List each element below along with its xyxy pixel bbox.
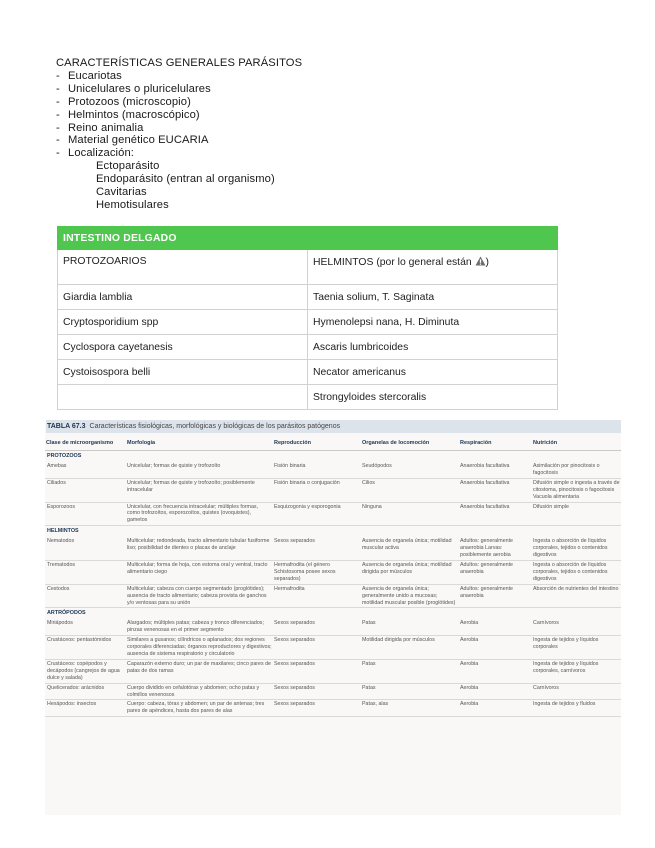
table-cell: Nematodos bbox=[45, 537, 126, 560]
sub-list-item: Cavitarias bbox=[96, 186, 147, 199]
table-cell: Quelicerados: arácnidos bbox=[45, 683, 126, 700]
table-cell: Hexápodos: insectos bbox=[45, 700, 126, 717]
sub-list-item: Hemotisulares bbox=[96, 198, 169, 211]
table-cell: Hermafrodita (el género Schistosoma posee sexos separados) bbox=[273, 560, 361, 584]
table-row bbox=[45, 462, 621, 478]
table-row bbox=[45, 537, 621, 560]
table-cell: Adultos: generalmente anaerobia bbox=[459, 584, 532, 608]
table-cell: Adultos: generalmente anaerobia Larvas: posiblemente aerobia bbox=[459, 537, 532, 560]
table-cell: Cestodos bbox=[45, 584, 126, 608]
notes-section bbox=[56, 57, 302, 212]
table-cell: Taenia solium, T. Saginata bbox=[308, 285, 558, 310]
table-cell: Hymenolepsi nana, H. Diminuta bbox=[308, 310, 558, 335]
table-cell: Ascaris lumbricoides bbox=[308, 335, 558, 360]
group-label: HELMINTOS bbox=[47, 528, 79, 535]
table-cell: Ninguna bbox=[361, 502, 459, 526]
table-cell: Aerobia bbox=[459, 619, 532, 635]
table-cell: Difusión simple o ingesta a través de citostoma, pinocitosis o fagocitosis Vacuola alimentaria bbox=[532, 478, 621, 502]
table-cell: Sexos separados bbox=[273, 619, 361, 635]
table-cell: Aerobia bbox=[459, 683, 532, 700]
textbook-header-row bbox=[45, 436, 621, 451]
table-cell: Hermafrodita bbox=[273, 584, 361, 608]
table-cell: Multicelular; forma de hoja, con estoma oral y ventral, tracto alimentario ciego bbox=[126, 560, 273, 584]
table-cell: Fisión binaria bbox=[273, 462, 361, 478]
table-row bbox=[45, 584, 621, 608]
table-cell: Aerobia bbox=[459, 659, 532, 683]
table-cell: Anaerobia facultativa bbox=[459, 462, 532, 478]
table-cell: Sexos separados bbox=[273, 683, 361, 700]
table-cell: Alargados; múltiples patas; cabeza y tronco diferenciados; pinzas venenosas en el primer segmento bbox=[126, 619, 273, 635]
table-column-header-row bbox=[58, 250, 558, 285]
table-cell: Ingesta de tejidos y líquidos corporales, carnívoros bbox=[532, 659, 621, 683]
table-row bbox=[58, 335, 558, 360]
table-cell: Unicelular, con frecuencia intracelular; múltiples formas, como trofozoítos, esporozoítos, quistes (ovoquistes), gametos bbox=[126, 502, 273, 526]
list-item: - Material genético EUCARIA bbox=[56, 134, 209, 147]
intestine-table bbox=[57, 226, 558, 410]
table-cell: Cystoisospora belli bbox=[58, 360, 308, 385]
table-cell: Multicelular; redondeada, tracto alimentario tubular fusiforme liso; posibilidad de dientes o placas de anclaje bbox=[126, 537, 273, 560]
table-cell: Giardia lamblia bbox=[58, 285, 308, 310]
table-cell bbox=[58, 385, 308, 410]
list-item: - Localización: bbox=[56, 147, 134, 160]
column-header: Respiración bbox=[459, 436, 532, 451]
table-cell: Caparazón externo duro; un par de maxilares; cinco pares de patas de dos ramas bbox=[126, 659, 273, 683]
group-header-row bbox=[45, 451, 621, 463]
table-cell: Ausencia de organela única; motilidad dirigida por músculos bbox=[361, 560, 459, 584]
table-cell: Cryptosporidium spp bbox=[58, 310, 308, 335]
table-cell: Strongyloides stercoralis bbox=[308, 385, 558, 410]
table-row bbox=[58, 310, 558, 335]
group-header-row bbox=[45, 608, 621, 620]
table-cell: Motilidad dirigida por músculos bbox=[361, 636, 459, 660]
list-item: - Unicelulares o pluricelulares bbox=[56, 82, 211, 95]
textbook-table-image bbox=[45, 420, 621, 815]
table-cell: Aerobia bbox=[459, 636, 532, 660]
table-cell: Crustáceos: copépodos y decápodos (cangrejos de agua dulce y salada) bbox=[45, 659, 126, 683]
warning-triangle-icon bbox=[475, 256, 486, 266]
table-row bbox=[45, 619, 621, 635]
column-header: Organelas de locomoción bbox=[361, 436, 459, 451]
group-label: PROTOZOOS bbox=[47, 453, 82, 459]
notes-bullet-list bbox=[56, 70, 302, 212]
table-cell: Absorción de nutrientes del intestino bbox=[532, 584, 621, 608]
column-header: Nutrición bbox=[532, 436, 621, 451]
table-cell: Miriápodos bbox=[45, 619, 126, 635]
intestine-table-heading: INTESTINO DELGADO bbox=[58, 227, 558, 250]
column-header: Clase de microorganismo bbox=[45, 436, 126, 451]
table-cell: Patas bbox=[361, 659, 459, 683]
table-cell: Patas bbox=[361, 683, 459, 700]
table-cell: Carnívoros bbox=[532, 683, 621, 700]
table-cell: Necator americanus bbox=[308, 360, 558, 385]
table-header-row bbox=[58, 227, 558, 250]
table-cell: Multicelular; cabeza con cuerpo segmentado (proglótides); ausencia de tracto alimentario; cabeza provista de ganchos y/o ventosas para su unión bbox=[126, 584, 273, 608]
table-cell: Difusión simple bbox=[532, 502, 621, 526]
textbook-table bbox=[45, 436, 621, 717]
table-cell: Cuerpo: cabeza, tórax y abdomen; un par de antenas; tres pares de apéndices, hasta dos pares de alas bbox=[126, 700, 273, 717]
textbook-table-body bbox=[45, 451, 621, 717]
column-header: Morfología bbox=[126, 436, 273, 451]
table-cell: Carnívoros bbox=[532, 619, 621, 635]
table-row bbox=[45, 636, 621, 660]
table-row bbox=[45, 560, 621, 584]
sub-list-item: Ectoparásito bbox=[96, 160, 160, 173]
table-cell: Ingesta de tejidos y líquidos corporales bbox=[532, 636, 621, 660]
table-cell: Adultos: generalmente anaerobia bbox=[459, 560, 532, 584]
list-item: - Reino animalia bbox=[56, 121, 144, 134]
table-cell: Sexos separados bbox=[273, 537, 361, 560]
table-cell: Esquizogonia y esporogonia bbox=[273, 502, 361, 526]
table-row bbox=[58, 385, 558, 410]
table-row bbox=[58, 285, 558, 310]
table-row bbox=[45, 700, 621, 717]
table-cell: Ausencia de organela única; generalmente unido a mucosas; motilidad muscular posible (proglótides) bbox=[361, 584, 459, 608]
list-item: - Protozoos (microscopio) bbox=[56, 95, 191, 108]
table-cell: Crustáceos: pentastómidos bbox=[45, 636, 126, 660]
table-row bbox=[45, 478, 621, 502]
table-cell: Cilios bbox=[361, 478, 459, 502]
table-row bbox=[45, 659, 621, 683]
table-cell: Fisión binaria o conjugación bbox=[273, 478, 361, 502]
table-cell: Esporozoos bbox=[45, 502, 126, 526]
table-cell: Asimilación por pinocitosis o fagocitosis bbox=[532, 462, 621, 478]
table-cell: Patas, alas bbox=[361, 700, 459, 717]
table-cell: Ingesta o absorción de líquidos corporales, tejidos o contenidos digestivos bbox=[532, 560, 621, 584]
table-row bbox=[58, 360, 558, 385]
group-header-row bbox=[45, 526, 621, 538]
table-cell: Sexos separados bbox=[273, 659, 361, 683]
table-cell: Aerobia bbox=[459, 700, 532, 717]
table-cell: Anaerobia facultativa bbox=[459, 502, 532, 526]
list-item: - Eucariotas bbox=[56, 69, 122, 82]
sub-list-item: Endoparásito (entran al organismo) bbox=[96, 173, 275, 186]
table-cell: Amebas bbox=[45, 462, 126, 478]
list-item: - Helmintos (macroscópico) bbox=[56, 108, 200, 121]
column-header-helmintos: HELMINTOS (por lo general están ) bbox=[308, 250, 558, 285]
table-cell: Ausencia de organela única; motilidad muscular activa bbox=[361, 537, 459, 560]
notes-title: CARACTERÍSTICAS GENERALES PARÁSITOS bbox=[56, 57, 303, 69]
column-header-protozoarios: PROTOZOARIOS bbox=[58, 250, 308, 285]
table-cell: Unicelular; formas de quiste y trofozoíto bbox=[126, 462, 273, 478]
table-cell: Unicelular; formas de quiste y trofozoíto; posiblemente intracelular bbox=[126, 478, 273, 502]
table-cell: Trematodos bbox=[45, 560, 126, 584]
table-cell: Ingesta de tejidos y fluidos bbox=[532, 700, 621, 717]
table-cell: Sexos separados bbox=[273, 636, 361, 660]
table-row bbox=[45, 683, 621, 700]
textbook-table-caption: TABLA 67.3 Características fisiológicas, morfológicas y biológicas de los parásitos patógenos bbox=[46, 420, 621, 433]
table-cell: Ciliados bbox=[45, 478, 126, 502]
table-cell: Sexos separados bbox=[273, 700, 361, 717]
table-row bbox=[45, 502, 621, 526]
table-cell: Cyclospora cayetanesis bbox=[58, 335, 308, 360]
table-cell: Similares a gusanos; cilíndricos o aplanados; dos regiones corporales diferenciadas; órganos reproductores y digestivos; ausencia de sistema respiratorio y circulatorio bbox=[126, 636, 273, 660]
group-label: ARTRÓPODOS bbox=[47, 610, 86, 617]
column-header: Reproducción bbox=[273, 436, 361, 451]
table-cell: Cuerpo dividido en cefalotórax y abdomen; ocho patas y colmillos venenosos bbox=[126, 683, 273, 700]
table-cell: Anaerobia facultativa bbox=[459, 478, 532, 502]
table-cell: Patas bbox=[361, 619, 459, 635]
table-cell: Ingesta o absorción de líquidos corporales, tejidos o contenidos digestivos bbox=[532, 537, 621, 560]
table-cell: Seudópodos bbox=[361, 462, 459, 478]
